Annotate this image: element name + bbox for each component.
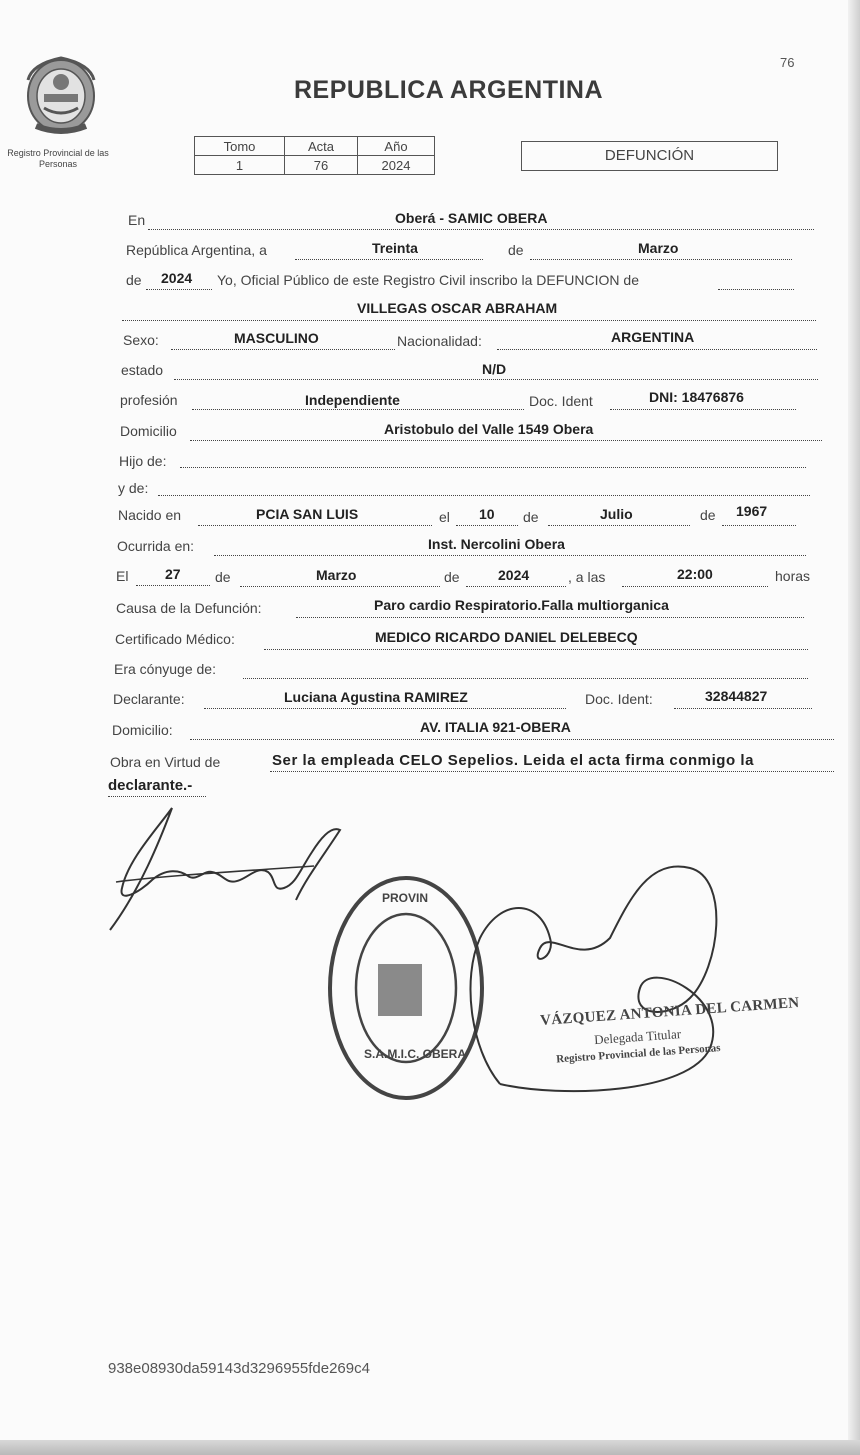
value-death-month: Marzo xyxy=(316,567,357,583)
value-occurred-place: Inst. Nercolini Obera xyxy=(428,536,565,552)
value-death-time: 22:00 xyxy=(677,566,713,582)
dotted-line xyxy=(158,495,810,496)
label-ocurrida-en: Ocurrida en: xyxy=(117,538,195,554)
value-basis-line2: declarante.- xyxy=(108,777,193,794)
label-causa: Causa de la Defunción: xyxy=(116,600,262,616)
reference-table xyxy=(194,136,435,175)
label-certificado: Certificado Médico: xyxy=(115,631,235,647)
value-profession: Independiente xyxy=(305,392,400,408)
dotted-line xyxy=(243,678,808,679)
document-title: REPUBLICA ARGENTINA xyxy=(294,76,604,104)
label-de: de xyxy=(126,272,142,288)
officer-office: Registro Provincial de las Personas xyxy=(555,1042,721,1066)
label-de: de xyxy=(444,569,460,585)
label-hijo-de: Hijo de: xyxy=(119,453,167,469)
value-certificate: MEDICO RICARDO DANIEL DELEBECQ xyxy=(375,629,638,645)
value-declarant-doc: 32844827 xyxy=(705,688,768,704)
label-de: de xyxy=(700,507,716,523)
row-spouse xyxy=(0,661,860,685)
dotted-line xyxy=(722,525,796,526)
svg-text:PROVIN: PROVIN xyxy=(382,891,429,905)
value-deceased-name: VILLEGAS OSCAR ABRAHAM xyxy=(357,300,558,316)
label-obra-en-virtud: Obra en Virtud de xyxy=(110,754,221,770)
row-basis xyxy=(0,751,860,775)
value-address: Aristobulo del Valle 1549 Obera xyxy=(384,421,594,437)
label-el: el xyxy=(439,509,450,525)
dotted-line xyxy=(466,586,566,587)
dotted-line xyxy=(497,349,817,350)
reference-value-row xyxy=(195,156,435,175)
label-doc-ident: Doc. Ident xyxy=(529,393,593,409)
dotted-line xyxy=(204,708,566,709)
label-nacido-en: Nacido en xyxy=(118,507,182,523)
dotted-line xyxy=(180,467,806,468)
label-republica: República Argentina, a xyxy=(126,242,267,258)
value-sex: MASCULINO xyxy=(234,330,319,346)
dotted-line xyxy=(190,739,834,740)
row-civil-status xyxy=(0,360,860,384)
row-father xyxy=(0,451,860,475)
value-death-day: 27 xyxy=(165,566,181,582)
label-domicilio: Domicilio: xyxy=(112,722,173,738)
dotted-line xyxy=(146,289,212,290)
label-declarante: Declarante: xyxy=(113,691,185,707)
label-doc-ident: Doc. Ident: xyxy=(585,691,653,707)
label-estado: estado xyxy=(121,362,164,378)
page-bottom-edge xyxy=(0,1440,860,1455)
dotted-line xyxy=(240,586,440,587)
dotted-line xyxy=(610,409,796,410)
value-basis-line1: Ser la empleada CELO Sepelios. Leida el acta firma conmigo la xyxy=(272,752,755,769)
value-birth-year: 1967 xyxy=(736,503,768,519)
row-death-date xyxy=(0,567,860,591)
dotted-line xyxy=(530,259,792,260)
label-el: El xyxy=(116,568,129,584)
row-profession-doc xyxy=(0,390,860,414)
document-type-box: DEFUNCIÓN xyxy=(521,141,778,171)
svg-text:S.A.M.I.C. OBERA: S.A.M.I.C. OBERA xyxy=(364,1047,467,1061)
dotted-line xyxy=(108,796,206,797)
value-month: Marzo xyxy=(638,240,679,256)
row-certificate xyxy=(0,630,860,654)
reference-header-row xyxy=(195,137,435,156)
label-a-las: , a las xyxy=(568,569,606,585)
officer-role: Delegada Titular xyxy=(593,1026,682,1048)
dotted-line xyxy=(192,409,524,410)
dotted-line xyxy=(148,229,814,230)
row-address xyxy=(0,421,860,445)
dotted-line xyxy=(456,525,518,526)
label-conyuge: Era cónyuge de: xyxy=(114,661,216,677)
row-occurred xyxy=(0,536,860,560)
acta-header: Acta xyxy=(285,137,358,156)
value-cause: Paro cardio Respiratorio.Falla multiorganica xyxy=(374,597,669,613)
dotted-line xyxy=(674,708,812,709)
officer-stamp xyxy=(539,994,800,1066)
row-inscription xyxy=(0,270,860,294)
row-sex-nationality xyxy=(0,330,860,354)
row-declarant xyxy=(0,689,860,713)
value-day-words: Treinta xyxy=(372,240,418,256)
label-de: de xyxy=(508,242,524,258)
declarant-signature xyxy=(100,800,360,940)
row-place xyxy=(0,210,860,234)
value-nationality: ARGENTINA xyxy=(611,329,695,345)
dotted-line xyxy=(270,771,834,772)
row-declarant-address xyxy=(0,720,860,744)
dotted-line xyxy=(171,349,395,350)
officer-name: VÁZQUEZ ANTONIA DEL CARMEN xyxy=(539,994,800,1030)
label-sexo: Sexo: xyxy=(123,332,159,348)
row-cause xyxy=(0,599,860,623)
dotted-line xyxy=(264,649,808,650)
value-birth-place: PCIA SAN LUIS xyxy=(256,506,359,522)
dotted-line xyxy=(136,585,210,586)
dotted-line xyxy=(296,617,804,618)
value-declarant-address: AV. ITALIA 921-OBERA xyxy=(420,719,571,735)
acta-value: 76 xyxy=(285,156,358,175)
row-mother xyxy=(0,478,860,502)
anio-header: Año xyxy=(358,137,435,156)
label-en: En xyxy=(128,212,146,228)
label-inscribo: Yo, Oficial Público de este Registro Civil inscribo la DEFUNCION de xyxy=(217,272,639,288)
row-birth xyxy=(0,503,860,530)
dotted-line xyxy=(295,259,483,260)
page-number: 76 xyxy=(780,55,795,70)
label-nacionalidad: Nacionalidad: xyxy=(397,333,482,349)
label-de: de xyxy=(523,509,539,525)
label-domicilio: Domicilio xyxy=(120,423,177,439)
label-horas: horas xyxy=(775,568,811,584)
anio-value: 2024 xyxy=(358,156,435,175)
value-declarant: Luciana Agustina RAMIREZ xyxy=(284,689,468,705)
label-de: de xyxy=(215,569,231,585)
dotted-line xyxy=(122,320,816,321)
value-civil-status: N/D xyxy=(482,361,507,377)
dotted-line xyxy=(214,555,806,556)
value-dni: DNI: 18476876 xyxy=(649,389,744,405)
dotted-line xyxy=(198,525,432,526)
provincial-emblem-icon xyxy=(22,52,100,138)
dotted-line xyxy=(622,586,768,587)
tomo-value: 1 xyxy=(195,156,285,175)
value-year: 2024 xyxy=(161,270,193,286)
row-deceased xyxy=(0,300,860,324)
dotted-line xyxy=(718,289,794,290)
value-birth-month: Julio xyxy=(600,506,633,522)
label-profesion: profesión xyxy=(120,392,178,408)
row-date xyxy=(0,240,860,264)
label-y-de: y de: xyxy=(118,480,149,496)
value-birth-day: 10 xyxy=(479,506,495,522)
value-death-year: 2024 xyxy=(498,567,530,583)
row-basis-2 xyxy=(0,776,860,800)
document-hash: 938e08930da59143d3296955fde269c4 xyxy=(108,1360,370,1377)
dotted-line xyxy=(190,440,822,441)
dotted-line xyxy=(174,379,818,380)
registry-label: Registro Provincial de las Personas xyxy=(7,148,109,169)
dotted-line xyxy=(548,525,690,526)
tomo-header: Tomo xyxy=(195,137,285,156)
value-place: Oberá - SAMIC OBERA xyxy=(395,210,548,226)
